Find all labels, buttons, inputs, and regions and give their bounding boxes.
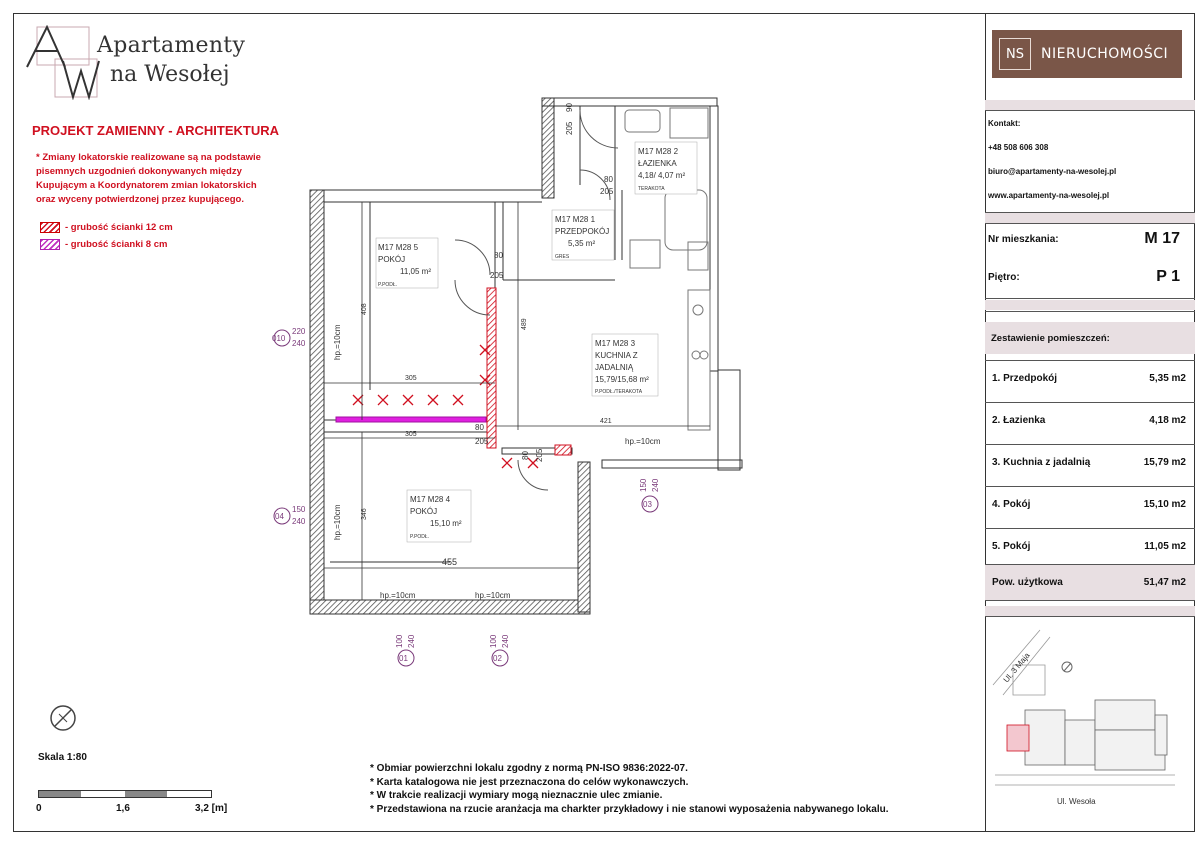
room-area: 15,10 m²: [430, 519, 462, 528]
footnote: * Obmiar powierzchni lokalu zgodny z normą PN-ISO 9836:2022-07.: [370, 763, 688, 774]
hp-label: hp.=10cm: [380, 591, 416, 600]
door-label: 205: [475, 437, 489, 446]
floor-label: Piętro:: [988, 271, 1020, 283]
divider-line: [985, 298, 1195, 299]
new-wall-12cm-2: [555, 445, 571, 455]
room-name: POKÓJ: [378, 255, 406, 264]
window-id: 01: [399, 654, 408, 663]
new-wall-12cm: [487, 288, 496, 448]
interior-walls: [324, 106, 622, 562]
contact-block: [988, 112, 1116, 208]
summary-room-area: 15,10 m2: [1143, 499, 1186, 510]
summary-room-area: 4,18 m2: [1149, 415, 1186, 426]
scale-tick: 3,2 [m]: [195, 803, 228, 814]
room-name: ŁAZIENKA: [638, 159, 677, 168]
hp-label: hp.=10cm: [333, 324, 342, 360]
door-label: 205: [565, 121, 574, 135]
room-code: M17 M28 4: [410, 495, 451, 504]
divider-line: [985, 311, 1195, 312]
door-label: 80: [604, 175, 613, 184]
contact-email[interactable]: biuro@apartamenty-na-wesolej.pl: [988, 167, 1117, 176]
door-label: 80: [494, 251, 503, 260]
door-label: 205: [600, 187, 614, 196]
scale-segment: [125, 791, 167, 797]
window-dim: 240: [651, 478, 660, 492]
legend-label: - grubość ścianki 8 cm: [65, 239, 168, 250]
project-title: PROJEKT ZAMIENNY - ARCHITEKTURA: [32, 123, 280, 138]
total-area-label: Pow. użytkowa: [992, 577, 1063, 588]
hp-label: hp.=10cm: [333, 504, 342, 540]
window-dim: 150: [292, 505, 306, 514]
scale-segment: [39, 791, 81, 797]
room-area: 5,35 m²: [568, 239, 596, 248]
new-wall-8cm: [336, 417, 486, 422]
brand-logo: [992, 30, 1182, 78]
contact-website[interactable]: www.apartamenty-na-wesolej.pl: [988, 191, 1110, 200]
window-dim: 150: [639, 478, 648, 492]
door-label: 205: [535, 448, 544, 462]
room-floor: P.PODŁ./TERAKOTA: [595, 389, 643, 395]
room-floor: P.PODŁ.: [378, 282, 398, 288]
divider-band: [985, 606, 1195, 616]
dim-label: 455: [442, 557, 458, 567]
window-dim: 240: [407, 634, 416, 648]
floor-row: [988, 268, 1188, 286]
hatch-swatch-8cm: [40, 239, 60, 250]
note-line: pisemnych uzgodnień dokonywanych między: [36, 166, 242, 177]
note-line: oraz wyceny potwierdzonej przez kupującego.: [36, 194, 244, 205]
room-code: M17 M28 3: [595, 339, 636, 348]
contact-phone[interactable]: +48 508 606 308: [988, 143, 1049, 152]
footnote: * Karta katalogowa nie jest przeznaczona do celów wykonawczych.: [370, 776, 689, 788]
dim-label: 305: [405, 431, 417, 438]
window-id: 03: [643, 500, 652, 509]
room-area: 15,79/15,68 m²: [595, 375, 649, 384]
room-name: PRZEDPOKÓJ: [555, 227, 610, 236]
summary-row: [985, 360, 1195, 396]
window-dim: 240: [501, 634, 510, 648]
summary-row: [985, 402, 1195, 438]
contact-label: Kontakt:: [988, 119, 1021, 128]
room-area: 4,18/ 4,07 m²: [638, 171, 686, 180]
scale-tick: 1,6: [116, 803, 130, 814]
summary-room-name: 3. Kuchnia z jadalnią: [992, 457, 1091, 468]
door-label: 205: [490, 271, 504, 280]
hatch-swatch-12cm: [40, 222, 60, 233]
kitchen-counter: [688, 290, 710, 430]
room-code: M17 M28 2: [638, 147, 679, 156]
dim-label: 489: [521, 318, 528, 330]
summary-room-name: 2. Łazienka: [992, 415, 1046, 426]
street-label: Ul. 3 Maja: [1001, 650, 1032, 685]
divider-band: [985, 300, 1195, 310]
brand-mark: NS: [999, 38, 1031, 70]
divider-line: [985, 110, 1195, 111]
room-code: M17 M28 1: [555, 215, 596, 224]
window-dim: 240: [292, 517, 306, 526]
door-label: 80: [521, 451, 530, 460]
apartment-number-row: [988, 230, 1188, 248]
summary-room-area: 5,35 m2: [1149, 373, 1186, 384]
rooms-summary-header: Zestawienie pomieszczeń:: [985, 322, 1195, 354]
project-note: [36, 151, 306, 207]
window-id: 02: [493, 654, 502, 663]
note-line: Kupującym a Koordynatorem zmian lokatorskich: [36, 180, 257, 191]
divider-band: [985, 213, 1195, 223]
legend-wall-12cm: [40, 222, 173, 233]
note-line: * Zmiany lokatorskie realizowane są na podstawie: [36, 152, 261, 163]
summary-row: [985, 444, 1195, 480]
summary-row: [985, 486, 1195, 522]
hp-label: hp.=10cm: [475, 591, 511, 600]
footnote: * Przedstawiona na rzucie aranżacja ma charkter przykładowy i nie stanowi wyposażenia nabywanego lokalu.: [370, 803, 889, 815]
room-code: M17 M28 5: [378, 243, 419, 252]
summary-room-area: 11,05 m2: [1144, 541, 1186, 552]
window-dim: 100: [489, 634, 498, 648]
dim-label: 421: [600, 418, 612, 425]
door-label: 90: [565, 103, 574, 112]
divider-line: [985, 223, 1195, 224]
room-floor: TERAKOTA: [638, 186, 665, 192]
window-dim: 240: [292, 339, 306, 348]
dim-label: 346: [361, 508, 368, 520]
door-label: 80: [475, 423, 484, 432]
legend-wall-8cm: [40, 239, 167, 250]
dim-label: 408: [361, 303, 368, 315]
legend-label: - grubość ścianki 12 cm: [65, 222, 173, 233]
summary-room-area: 15,79 m2: [1143, 457, 1186, 468]
window-dim: 220: [292, 327, 306, 336]
summary-row: [985, 528, 1195, 564]
building-highlight: [1007, 725, 1029, 751]
removed-wall-marks: [353, 345, 538, 468]
divider-line: [985, 616, 1195, 617]
total-area-value: 51,47 m2: [1143, 577, 1186, 588]
floor-value: P 1: [1156, 268, 1180, 285]
scale-tick: 0: [36, 803, 42, 814]
door-swings: [455, 110, 618, 490]
summary-room-name: 4. Pokój: [992, 499, 1031, 510]
logo-text-line1: Apartamenty: [97, 33, 246, 58]
site-key-plan: [985, 625, 1195, 815]
footnote: * W trakcie realizacji wymiary mogą nieznacznie ulec zmianie.: [370, 790, 663, 801]
room-name-line2: JADALNIĄ: [595, 363, 634, 372]
room-area: 11,05 m²: [400, 267, 431, 276]
street-label: Ul. Wesoła: [1057, 797, 1096, 806]
brand-name: NIERUCHOMOŚCI: [1041, 46, 1169, 62]
window-id: 04: [275, 512, 284, 521]
summary-room-name: 1. Przedpokój: [992, 373, 1058, 384]
logo-text-line2: na Wesołej: [110, 62, 230, 87]
room-name: POKÓJ: [410, 507, 438, 516]
window-id: 010: [272, 334, 286, 343]
scale-label: Skala 1:80: [38, 752, 87, 763]
room-floor: GRES: [555, 254, 570, 260]
window-dim: 100: [395, 634, 404, 648]
divider-line: [985, 600, 1195, 601]
apartment-number-value: M 17: [1144, 230, 1180, 247]
footnotes: [370, 762, 889, 816]
room-floor: P.PODŁ.: [410, 534, 430, 540]
apartment-number-label: Nr mieszkania:: [988, 233, 1059, 245]
summary-room-name: 5. Pokój: [992, 541, 1031, 552]
divider-band: [985, 100, 1195, 110]
scale-bar: [38, 790, 212, 798]
summary-total-row: [985, 564, 1195, 600]
room-name: KUCHNIA Z: [595, 351, 638, 360]
north-arrow-icon: [48, 703, 78, 733]
dim-label: 305: [405, 375, 417, 382]
floor-plan: [270, 90, 750, 680]
hp-label: hp.=10cm: [625, 437, 661, 446]
